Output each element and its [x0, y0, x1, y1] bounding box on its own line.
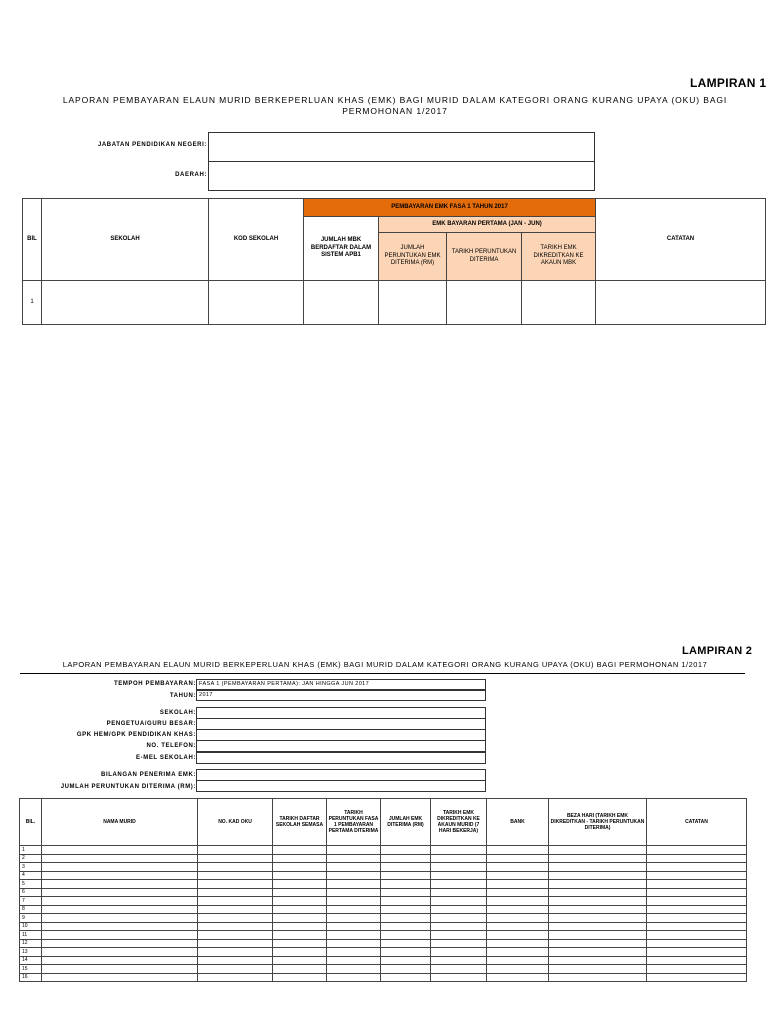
row-number: 5	[20, 880, 42, 889]
row-number: 4	[20, 871, 42, 880]
table-cell[interactable]	[273, 973, 327, 982]
table-cell[interactable]	[549, 880, 647, 889]
row-number: 2	[20, 854, 42, 863]
table-cell[interactable]	[273, 905, 327, 914]
table-cell[interactable]	[42, 914, 198, 923]
table-cell[interactable]	[647, 931, 747, 940]
table-cell[interactable]	[431, 888, 487, 897]
header-sekolah: SEKOLAH	[42, 199, 209, 281]
tahun-label: TAHUN:	[169, 693, 196, 699]
table-cell[interactable]	[381, 846, 431, 855]
table-cell[interactable]	[381, 905, 431, 914]
pengetua-label: PENGETUA/GURU BESAR:	[106, 721, 196, 727]
table-cell[interactable]	[327, 871, 381, 880]
table-cell[interactable]	[273, 863, 327, 872]
table-cell[interactable]	[198, 871, 273, 880]
jumlah-label: JUMLAH PERUNTUKAN DITERIMA (RM):	[60, 784, 196, 790]
daerah-label: DAERAH:	[175, 172, 207, 178]
table-row	[20, 871, 747, 880]
cell-catatan[interactable]	[596, 281, 766, 325]
table-cell[interactable]	[647, 863, 747, 872]
table-row	[20, 939, 747, 948]
table-cell[interactable]	[381, 939, 431, 948]
table-cell[interactable]	[381, 922, 431, 931]
table-cell[interactable]	[42, 871, 198, 880]
table-cell[interactable]	[647, 948, 747, 957]
gpk-label: GPK HEM/GPK PENDIDIKAN KHAS:	[76, 732, 196, 738]
header-catatan: CATATAN	[647, 799, 747, 846]
table-cell[interactable]	[327, 846, 381, 855]
table-row	[20, 914, 747, 923]
table-cell[interactable]	[42, 965, 198, 974]
header-tarikh-daftar: TARIKH DAFTAR SEKOLAH SEMASA	[273, 799, 327, 846]
table-cell[interactable]	[198, 914, 273, 923]
header-tarikh-peruntukan: TARIKH PERUNTUKAN DITERIMA	[447, 233, 522, 281]
table-cell[interactable]	[431, 931, 487, 940]
table-cell[interactable]	[549, 973, 647, 982]
cell-tarikh-peruntukan[interactable]	[447, 281, 522, 325]
table-cell[interactable]	[431, 897, 487, 906]
table-cell[interactable]	[273, 939, 327, 948]
jumlah-field[interactable]	[196, 780, 486, 792]
header-bank: BANK	[487, 799, 549, 846]
header-jumlah-emk: JUMLAH EMK DITERIMA (RM)	[381, 799, 431, 846]
table-cell[interactable]	[273, 846, 327, 855]
table-cell[interactable]	[487, 905, 549, 914]
table-cell[interactable]	[431, 863, 487, 872]
table-cell[interactable]	[327, 897, 381, 906]
table-cell[interactable]	[42, 846, 198, 855]
table-row	[20, 956, 747, 965]
table-row	[20, 897, 747, 906]
table-cell[interactable]	[549, 914, 647, 923]
table-cell[interactable]	[198, 965, 273, 974]
table-row	[20, 965, 747, 974]
header-bayaran-pertama: EMK BAYARAN PERTAMA (JAN - JUN)	[379, 217, 596, 233]
table-cell[interactable]	[198, 854, 273, 863]
table-cell[interactable]	[647, 880, 747, 889]
table-cell[interactable]	[487, 871, 549, 880]
table-cell[interactable]	[198, 905, 273, 914]
table-cell[interactable]	[549, 897, 647, 906]
jabatan-label: JABATAN PENDIDIKAN NEGERI:	[97, 142, 207, 148]
row-number: 11	[20, 931, 42, 940]
table-cell[interactable]	[198, 880, 273, 889]
table-cell[interactable]	[381, 965, 431, 974]
table-cell[interactable]	[549, 948, 647, 957]
header-tarikh-emk: TARIKH EMK DIKREDITKAN KE AKAUN MURID (7 HARI BEKERJA)	[431, 799, 487, 846]
table-cell[interactable]	[327, 922, 381, 931]
table-row	[20, 905, 747, 914]
table-cell[interactable]	[647, 939, 747, 948]
table-cell[interactable]	[487, 973, 549, 982]
table-cell[interactable]	[327, 905, 381, 914]
row-number: 1	[20, 846, 42, 855]
table-cell[interactable]	[198, 922, 273, 931]
table-cell[interactable]	[42, 863, 198, 872]
lampiran-1-title: LAPORAN PEMBAYARAN ELAUN MURID BERKEPERLUAN KHAS (EMK) BAGI MURID DALAM KATEGORI ORANG KURANG UPAYA (OKU) BAGI PERMOHONAN 1/2017	[62, 95, 728, 116]
lampiran-2-heading: LAMPIRAN 2	[682, 645, 753, 657]
row-number: 9	[20, 914, 42, 923]
row-number: 8	[20, 905, 42, 914]
table-cell[interactable]	[487, 922, 549, 931]
table-cell[interactable]	[198, 948, 273, 957]
header-bil: BIL	[23, 199, 42, 281]
telefon-field[interactable]	[196, 740, 486, 752]
header-bil: BIL.	[20, 799, 42, 846]
table-cell[interactable]	[198, 973, 273, 982]
table-cell[interactable]	[487, 854, 549, 863]
table-cell[interactable]	[549, 846, 647, 855]
table-cell[interactable]	[273, 922, 327, 931]
table-cell[interactable]	[42, 922, 198, 931]
table-cell[interactable]	[431, 880, 487, 889]
table-cell[interactable]	[42, 854, 198, 863]
table-cell[interactable]	[549, 965, 647, 974]
table-cell[interactable]	[381, 973, 431, 982]
table-cell[interactable]	[487, 888, 549, 897]
header-kad-oku: NO. KAD OKU	[198, 799, 273, 846]
emel-label: E-MEL SEKOLAH:	[136, 755, 196, 761]
table-cell[interactable]	[549, 871, 647, 880]
table-cell[interactable]	[647, 846, 747, 855]
table-cell[interactable]	[42, 905, 198, 914]
table-cell[interactable]	[647, 956, 747, 965]
table-cell[interactable]	[273, 888, 327, 897]
table-cell[interactable]	[431, 846, 487, 855]
table-cell[interactable]	[487, 939, 549, 948]
table-cell[interactable]	[327, 965, 381, 974]
table-cell[interactable]	[487, 897, 549, 906]
lampiran-2-title: LAPORAN PEMBAYARAN ELAUN MURID BERKEPERLUAN KHAS (EMK) BAGI MURID DALAM KATEGORI ORANG KURANG UPAYA (OKU) BAGI PERMOHONAN 1/2017	[62, 660, 708, 669]
table-cell[interactable]	[327, 863, 381, 872]
bilangan-label: BILANGAN PENERIMA EMK:	[101, 772, 196, 778]
table-cell[interactable]	[647, 914, 747, 923]
table-cell[interactable]	[381, 880, 431, 889]
sekolah-label: SEKOLAH:	[159, 710, 196, 716]
table-cell[interactable]	[198, 846, 273, 855]
table-cell[interactable]	[273, 965, 327, 974]
table-cell[interactable]	[273, 897, 327, 906]
table-cell[interactable]	[647, 922, 747, 931]
table-cell[interactable]	[647, 888, 747, 897]
header-kod-sekolah: KOD SEKOLAH	[209, 199, 304, 281]
table-cell[interactable]	[42, 939, 198, 948]
lampiran-2-table	[19, 798, 747, 982]
table-cell[interactable]	[198, 956, 273, 965]
header-jumlah-mbk: JUMLAH MBK BERDAFTAR DALAM SISTEM APB1	[304, 217, 379, 281]
table-cell[interactable]	[381, 854, 431, 863]
row-number: 14	[20, 956, 42, 965]
tempoh-field[interactable]: FASA 1 (PEMBAYARAN PERTAMA): JAN HINGGA JUN 2017	[196, 679, 486, 690]
table-cell[interactable]	[273, 854, 327, 863]
table-cell[interactable]	[549, 863, 647, 872]
table-cell[interactable]	[487, 931, 549, 940]
table-cell[interactable]	[549, 905, 647, 914]
table-cell[interactable]	[431, 939, 487, 948]
table-cell[interactable]	[42, 897, 198, 906]
row-number: 15	[20, 965, 42, 974]
header-fasa: PEMBAYARAN EMK FASA 1 TAHUN 2017	[304, 199, 596, 217]
tahun-field[interactable]: 2017	[196, 690, 486, 701]
table-cell[interactable]	[381, 871, 431, 880]
row-number: 7	[20, 897, 42, 906]
table-cell[interactable]	[381, 931, 431, 940]
table-cell[interactable]	[327, 973, 381, 982]
table-cell[interactable]	[431, 854, 487, 863]
cell-jumlah-peruntukan[interactable]	[379, 281, 447, 325]
table-cell[interactable]	[42, 931, 198, 940]
table-cell[interactable]	[381, 888, 431, 897]
table-cell[interactable]	[431, 905, 487, 914]
table-cell[interactable]	[42, 956, 198, 965]
row-number: 3	[20, 863, 42, 872]
table-cell[interactable]	[549, 922, 647, 931]
table-cell[interactable]	[487, 914, 549, 923]
table-cell[interactable]	[647, 854, 747, 863]
table-cell[interactable]	[381, 863, 431, 872]
table-cell[interactable]	[327, 939, 381, 948]
header-catatan: CATATAN	[596, 199, 766, 281]
tempoh-label: TEMPOH PEMBAYARAN:	[113, 681, 196, 687]
table-cell[interactable]	[431, 965, 487, 974]
header-tarikh-peruntukan: TARIKH PERUNTUKAN FASA 1 PEMBAYARAN PERTAMA DITERIMA	[327, 799, 381, 846]
table-cell[interactable]	[431, 914, 487, 923]
header-jumlah-peruntukan: JUMLAH PERUNTUKAN EMK DITERIMA (RM)	[379, 233, 447, 281]
table-cell[interactable]	[273, 948, 327, 957]
table-row	[20, 888, 747, 897]
table-cell[interactable]	[647, 905, 747, 914]
lampiran-1-heading: LAMPIRAN 1	[690, 76, 767, 90]
table-cell[interactable]	[431, 973, 487, 982]
table-cell[interactable]	[42, 888, 198, 897]
telefon-label: NO. TELEFON:	[146, 743, 196, 749]
table-cell[interactable]	[198, 888, 273, 897]
table-row	[20, 846, 747, 855]
table-cell[interactable]	[431, 922, 487, 931]
table-cell[interactable]	[198, 939, 273, 948]
table-row	[20, 863, 747, 872]
table-cell[interactable]	[273, 880, 327, 889]
table-cell[interactable]	[381, 914, 431, 923]
table-cell[interactable]	[549, 931, 647, 940]
table-cell[interactable]	[273, 956, 327, 965]
table-row	[20, 948, 747, 957]
table-row	[20, 931, 747, 940]
table-row	[20, 854, 747, 863]
row-number: 13	[20, 948, 42, 957]
table-cell[interactable]	[273, 914, 327, 923]
emel-field[interactable]	[196, 752, 486, 764]
row-number: 6	[20, 888, 42, 897]
table-cell[interactable]	[647, 965, 747, 974]
table-row	[20, 973, 747, 982]
table-cell[interactable]	[549, 854, 647, 863]
table-cell[interactable]	[381, 956, 431, 965]
table-cell[interactable]	[273, 931, 327, 940]
jabatan-field[interactable]	[208, 132, 595, 162]
table-cell[interactable]	[327, 948, 381, 957]
title-divider	[20, 673, 745, 674]
table-cell[interactable]	[273, 871, 327, 880]
table-cell[interactable]	[327, 956, 381, 965]
table-cell[interactable]	[198, 931, 273, 940]
table-cell[interactable]	[487, 965, 549, 974]
row-number: 12	[20, 939, 42, 948]
header-nama-murid: NAMA MURID	[42, 799, 198, 846]
table-cell[interactable]	[381, 948, 431, 957]
table-row	[20, 922, 747, 931]
table-cell[interactable]	[647, 897, 747, 906]
header-beza-hari: BEZA HARI (TARIKH EMK DIKREDITKAN - TARIKH PERUNTUKAN DITERIMA)	[549, 799, 647, 846]
row-number: 16	[20, 973, 42, 982]
cell-sekolah[interactable]	[42, 281, 209, 325]
table-cell[interactable]	[487, 863, 549, 872]
table-cell[interactable]	[381, 897, 431, 906]
cell-tarikh-emk[interactable]	[522, 281, 596, 325]
table-cell[interactable]	[549, 888, 647, 897]
daerah-field[interactable]	[208, 161, 595, 191]
table-cell[interactable]	[647, 871, 747, 880]
header-tarikh-emk: TARIKH EMK DIKREDITKAN KE AKAUN MBK	[522, 233, 596, 281]
table-cell[interactable]	[487, 948, 549, 957]
table-cell[interactable]	[431, 871, 487, 880]
table-cell[interactable]	[42, 948, 198, 957]
row-number: 1	[23, 281, 42, 325]
table-cell[interactable]	[327, 880, 381, 889]
row-number: 10	[20, 922, 42, 931]
table-cell[interactable]	[327, 854, 381, 863]
cell-kod-sekolah[interactable]	[209, 281, 304, 325]
table-cell[interactable]	[431, 948, 487, 957]
table-cell[interactable]	[42, 973, 198, 982]
table-cell[interactable]	[327, 914, 381, 923]
table-cell[interactable]	[198, 863, 273, 872]
lampiran-1-table	[22, 198, 766, 325]
table-cell[interactable]	[327, 931, 381, 940]
cell-jumlah-mbk[interactable]	[304, 281, 379, 325]
table-cell[interactable]	[487, 880, 549, 889]
table-cell[interactable]	[549, 939, 647, 948]
table-row	[20, 880, 747, 889]
table-cell[interactable]	[487, 956, 549, 965]
table-cell[interactable]	[327, 888, 381, 897]
table-cell[interactable]	[549, 956, 647, 965]
table-cell[interactable]	[647, 973, 747, 982]
table-cell[interactable]	[42, 880, 198, 889]
table-cell[interactable]	[431, 956, 487, 965]
table-cell[interactable]	[487, 846, 549, 855]
table-cell[interactable]	[198, 897, 273, 906]
